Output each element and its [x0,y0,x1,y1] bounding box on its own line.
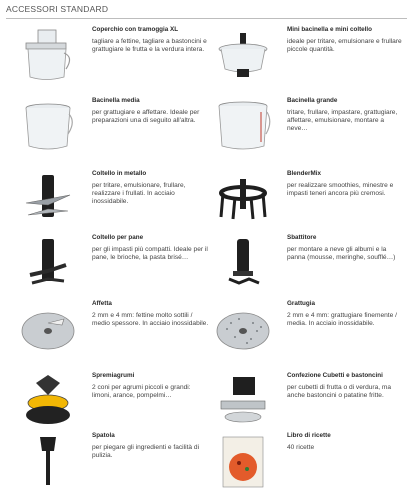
item-description: 2 coni per agrumi piccoli e grandi: limoni, arance, pompelmi… [92,384,191,400]
slicer-disc-icon [10,300,86,358]
item-description: 2 mm e 4 mm: grattugiare finemente / media. In acciaio inossidabile. [287,312,397,328]
accessory-item [205,300,405,358]
item-name: Grattugia [287,300,315,307]
item-description: per montare a neve gli albumi e la panna (mousse, meringhe, soufflé…) [287,246,396,262]
item-description: per gli impasti più compatti. Ideale per il pane, le brioche, la pasta brisé… [92,246,208,262]
item-name: Confezione Cubetti e bastoncini [287,372,383,379]
item-name: Mini bacinella e mini coltello [287,26,373,33]
spatula-icon [10,432,86,490]
accessory-item [10,26,210,84]
medium-bowl-icon [10,97,86,155]
accessory-item [10,432,210,490]
item-description: ideale per tritare, emulsionare e frullare piccole quantità. [287,38,402,54]
citrus-press-icon [10,372,86,430]
item-name: Bacinella grande [287,97,338,104]
accessory-item [10,170,210,228]
item-name: Coperchio con tramoggia XL [92,26,179,33]
accessory-item [10,300,210,358]
accessory-item [205,26,405,84]
item-name: Libro di ricette [287,432,331,439]
metal-blade-icon [10,170,86,228]
item-description: 2 mm e 4 mm: fettine molto sottili / medio spessore. In acciaio inossidabile. [92,312,209,328]
item-description: per piegare gli ingredienti e facilità di pulizia. [92,444,200,460]
item-name: BlenderMix [287,170,321,177]
item-description: tagliare a fettine, tagliare a bastoncini e grattugiare le frutta e la verdura intera. [92,38,207,54]
item-description: per realizzare smoothies, minestre e impasti teneri ancora più cremosi. [287,182,394,198]
whisk-icon [205,234,281,292]
lid-with-feeder-icon [10,26,86,84]
item-name: Bacinella media [92,97,140,104]
section-title: ACCESSORI STANDARD [6,4,109,14]
accessory-item [10,372,210,430]
recipe-book-icon [205,432,281,490]
grater-disc-icon [205,300,281,358]
item-description: per tritare, emulsionare, frullare, realizzare i frullati. In acciaio inossidabile. [92,182,186,206]
dough-blade-icon [10,234,86,292]
item-name: Coltello per pane [92,234,144,241]
blendermix-icon [205,170,281,228]
item-description: 40 ricette [287,444,315,451]
item-name: Sbattitore [287,234,317,241]
item-name: Spremiagrumi [92,372,135,379]
dicing-kit-icon [205,372,281,430]
accessory-item [205,234,405,292]
section-header [6,4,407,19]
accessory-item [10,97,210,155]
accessory-item [205,372,405,430]
accessory-item [205,97,405,155]
item-description: per cubetti di frutta o di verdura, ma anche bastoncini o patatine fritte. [287,384,392,400]
item-description: per grattugiare e affettare. Ideale per preparazioni una di seguito all'altra. [92,109,200,125]
large-bowl-icon [205,97,281,155]
item-name: Coltello in metallo [92,170,147,177]
item-description: tritare, frullare, impastare, grattugiare, affettare, emulsionare, montare a neve… [287,109,398,133]
item-name: Affetta [92,300,112,307]
mini-bowl-icon [205,26,281,84]
item-name: Spatola [92,432,115,439]
accessory-item [205,170,405,228]
accessory-item [205,432,405,490]
accessory-item [10,234,210,292]
